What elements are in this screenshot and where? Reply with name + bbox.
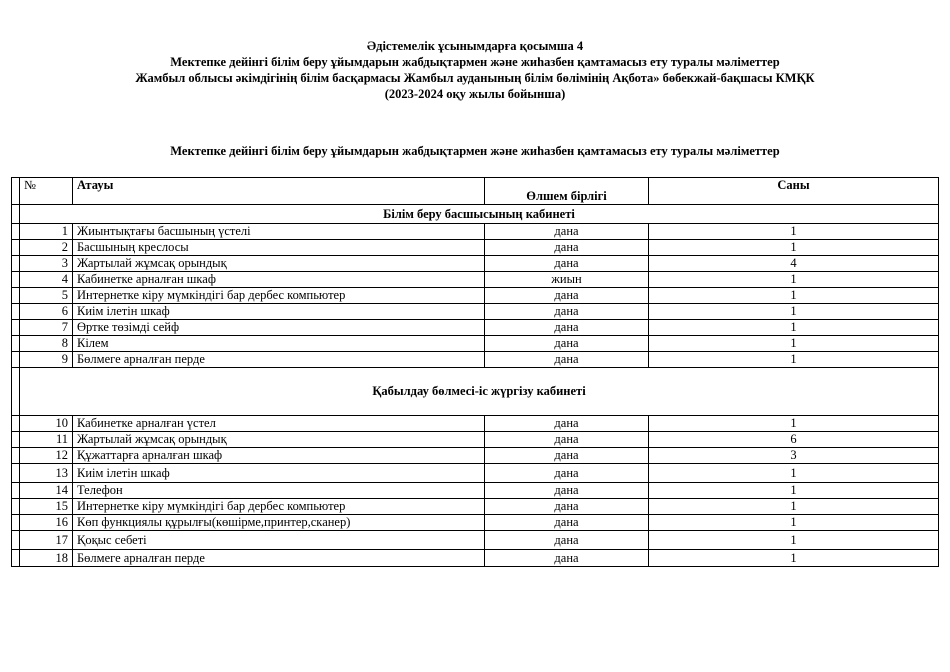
table-row	[12, 515, 939, 531]
quantity: 1	[649, 416, 939, 432]
unit-of-measure: дана	[485, 320, 649, 336]
row-blank-cell	[12, 499, 20, 515]
row-number: 12	[20, 448, 73, 464]
quantity: 1	[649, 336, 939, 352]
row-number: 17	[20, 531, 73, 550]
row-number: 9	[20, 352, 73, 368]
table-row	[12, 499, 939, 515]
quantity: 4	[649, 256, 939, 272]
table-row	[12, 288, 939, 304]
unit-of-measure: дана	[485, 304, 649, 320]
table-row	[12, 352, 939, 368]
row-blank-cell	[12, 531, 20, 550]
section-blank-cell	[12, 368, 20, 416]
item-name: Жартылай жұмсақ орындық	[73, 256, 485, 272]
row-number: 8	[20, 336, 73, 352]
unit-of-measure: дана	[485, 550, 649, 567]
quantity: 1	[649, 240, 939, 256]
unit-of-measure: дана	[485, 483, 649, 499]
quantity: 1	[649, 464, 939, 483]
item-name: Бөлмеге арналған перде	[73, 550, 485, 567]
organization-name: Жамбыл облысы әкімдігінің білім басқармасы Жамбыл ауданының білім бөлімінің Ақбота» бөбекжай-бақшасы КМҚК	[135, 71, 815, 85]
header-qty: Саны	[649, 178, 939, 205]
quantity: 1	[649, 531, 939, 550]
unit-of-measure: дана	[485, 515, 649, 531]
row-number: 4	[20, 272, 73, 288]
table-row	[12, 550, 939, 567]
table-row	[12, 304, 939, 320]
table-row	[12, 320, 939, 336]
item-name: Жиынтықтағы басшының үстелі	[73, 224, 485, 240]
row-blank-cell	[12, 448, 20, 464]
row-blank-cell	[12, 352, 20, 368]
section-row	[12, 368, 939, 416]
academic-year: (2023-2024 оқу жылы бойынша)	[384, 87, 566, 101]
row-blank-cell	[12, 320, 20, 336]
row-number: 18	[20, 550, 73, 567]
table-row	[12, 240, 939, 256]
table-row	[12, 531, 939, 550]
document-title: Мектепке дейінгі білім беру ұйымдарын жабдықтармен және жиһазбен қамтамасыз ету туралы мәліметтер	[170, 55, 780, 69]
table-body	[12, 205, 939, 567]
table-row	[12, 448, 939, 464]
unit-of-measure: жиын	[485, 272, 649, 288]
row-number: 10	[20, 416, 73, 432]
quantity: 1	[649, 288, 939, 304]
unit-of-measure: дана	[485, 531, 649, 550]
row-number: 6	[20, 304, 73, 320]
table-row	[12, 256, 939, 272]
item-name: Қоқыс себеті	[73, 531, 485, 550]
row-number: 13	[20, 464, 73, 483]
table-row	[12, 224, 939, 240]
unit-of-measure: дана	[485, 288, 649, 304]
row-blank-cell	[12, 224, 20, 240]
table-row	[12, 272, 939, 288]
item-name: Көп функциялы құрылғы(көшірме,принтер,сканер)	[73, 515, 485, 531]
table-row	[12, 464, 939, 483]
item-name: Интернетке кіру мүмкіндігі бар дербес компьютер	[73, 288, 485, 304]
item-name: Өртке төзімді сейф	[73, 320, 485, 336]
table-title: Мектепке дейінгі білім беру ұйымдарын жабдықтармен және жиһазбен қамтамасыз ету туралы мәліметтер	[170, 144, 780, 158]
header-num: №	[20, 178, 73, 205]
quantity: 1	[649, 352, 939, 368]
section-row	[12, 205, 939, 224]
item-name: Жартылай жұмсақ орындық	[73, 432, 485, 448]
appendix-label: Әдістемелік ұсынымдарға қосымша 4	[366, 39, 584, 53]
row-number: 16	[20, 515, 73, 531]
table-row	[12, 432, 939, 448]
unit-of-measure: дана	[485, 464, 649, 483]
item-name: Телефон	[73, 483, 485, 499]
row-blank-cell	[12, 304, 20, 320]
table-header-row	[12, 178, 939, 205]
quantity: 1	[649, 499, 939, 515]
quantity: 1	[649, 224, 939, 240]
unit-of-measure: дана	[485, 416, 649, 432]
table-row	[12, 483, 939, 499]
header-name: Атауы	[73, 178, 485, 205]
row-number: 3	[20, 256, 73, 272]
unit-of-measure: дана	[485, 256, 649, 272]
row-number: 5	[20, 288, 73, 304]
document-header	[0, 38, 950, 102]
section-title: Қабылдау бөлмесі-іс жүргізу кабинеті	[20, 368, 939, 416]
row-number: 14	[20, 483, 73, 499]
row-blank-cell	[12, 288, 20, 304]
row-number: 2	[20, 240, 73, 256]
table-row	[12, 336, 939, 352]
row-blank-cell	[12, 464, 20, 483]
unit-of-measure: дана	[485, 352, 649, 368]
quantity: 1	[649, 304, 939, 320]
unit-of-measure: дана	[485, 336, 649, 352]
row-blank-cell	[12, 432, 20, 448]
row-blank-cell	[12, 272, 20, 288]
unit-of-measure: дана	[485, 240, 649, 256]
quantity: 1	[649, 515, 939, 531]
item-name: Кілем	[73, 336, 485, 352]
header-unit: Өлшем бірлігі	[485, 178, 649, 205]
item-name: Киім ілетін шкаф	[73, 464, 485, 483]
item-name: Басшының креслосы	[73, 240, 485, 256]
unit-of-measure: дана	[485, 499, 649, 515]
item-name: Киім ілетін шкаф	[73, 304, 485, 320]
unit-of-measure: дана	[485, 224, 649, 240]
quantity: 1	[649, 550, 939, 567]
item-name: Кабинетке арналған шкаф	[73, 272, 485, 288]
unit-of-measure: дана	[485, 448, 649, 464]
row-number: 15	[20, 499, 73, 515]
row-blank-cell	[12, 336, 20, 352]
equipment-table	[11, 177, 939, 567]
quantity: 1	[649, 320, 939, 336]
row-blank-cell	[12, 515, 20, 531]
row-blank-cell	[12, 416, 20, 432]
item-name: Бөлмеге арналған перде	[73, 352, 485, 368]
row-number: 11	[20, 432, 73, 448]
item-name: Құжаттарға арналған шкаф	[73, 448, 485, 464]
table-row	[12, 416, 939, 432]
quantity: 1	[649, 483, 939, 499]
row-number: 7	[20, 320, 73, 336]
row-blank-cell	[12, 483, 20, 499]
section-blank-cell	[12, 205, 20, 224]
row-blank-cell	[12, 256, 20, 272]
header-blank-cell	[12, 178, 20, 205]
row-number: 1	[20, 224, 73, 240]
row-blank-cell	[12, 240, 20, 256]
section-title: Білім беру басшысының кабинеті	[20, 205, 939, 224]
item-name: Кабинетке арналған үстел	[73, 416, 485, 432]
quantity: 6	[649, 432, 939, 448]
unit-of-measure: дана	[485, 432, 649, 448]
row-blank-cell	[12, 550, 20, 567]
quantity: 3	[649, 448, 939, 464]
quantity: 1	[649, 272, 939, 288]
item-name: Интернетке кіру мүмкіндігі бар дербес компьютер	[73, 499, 485, 515]
